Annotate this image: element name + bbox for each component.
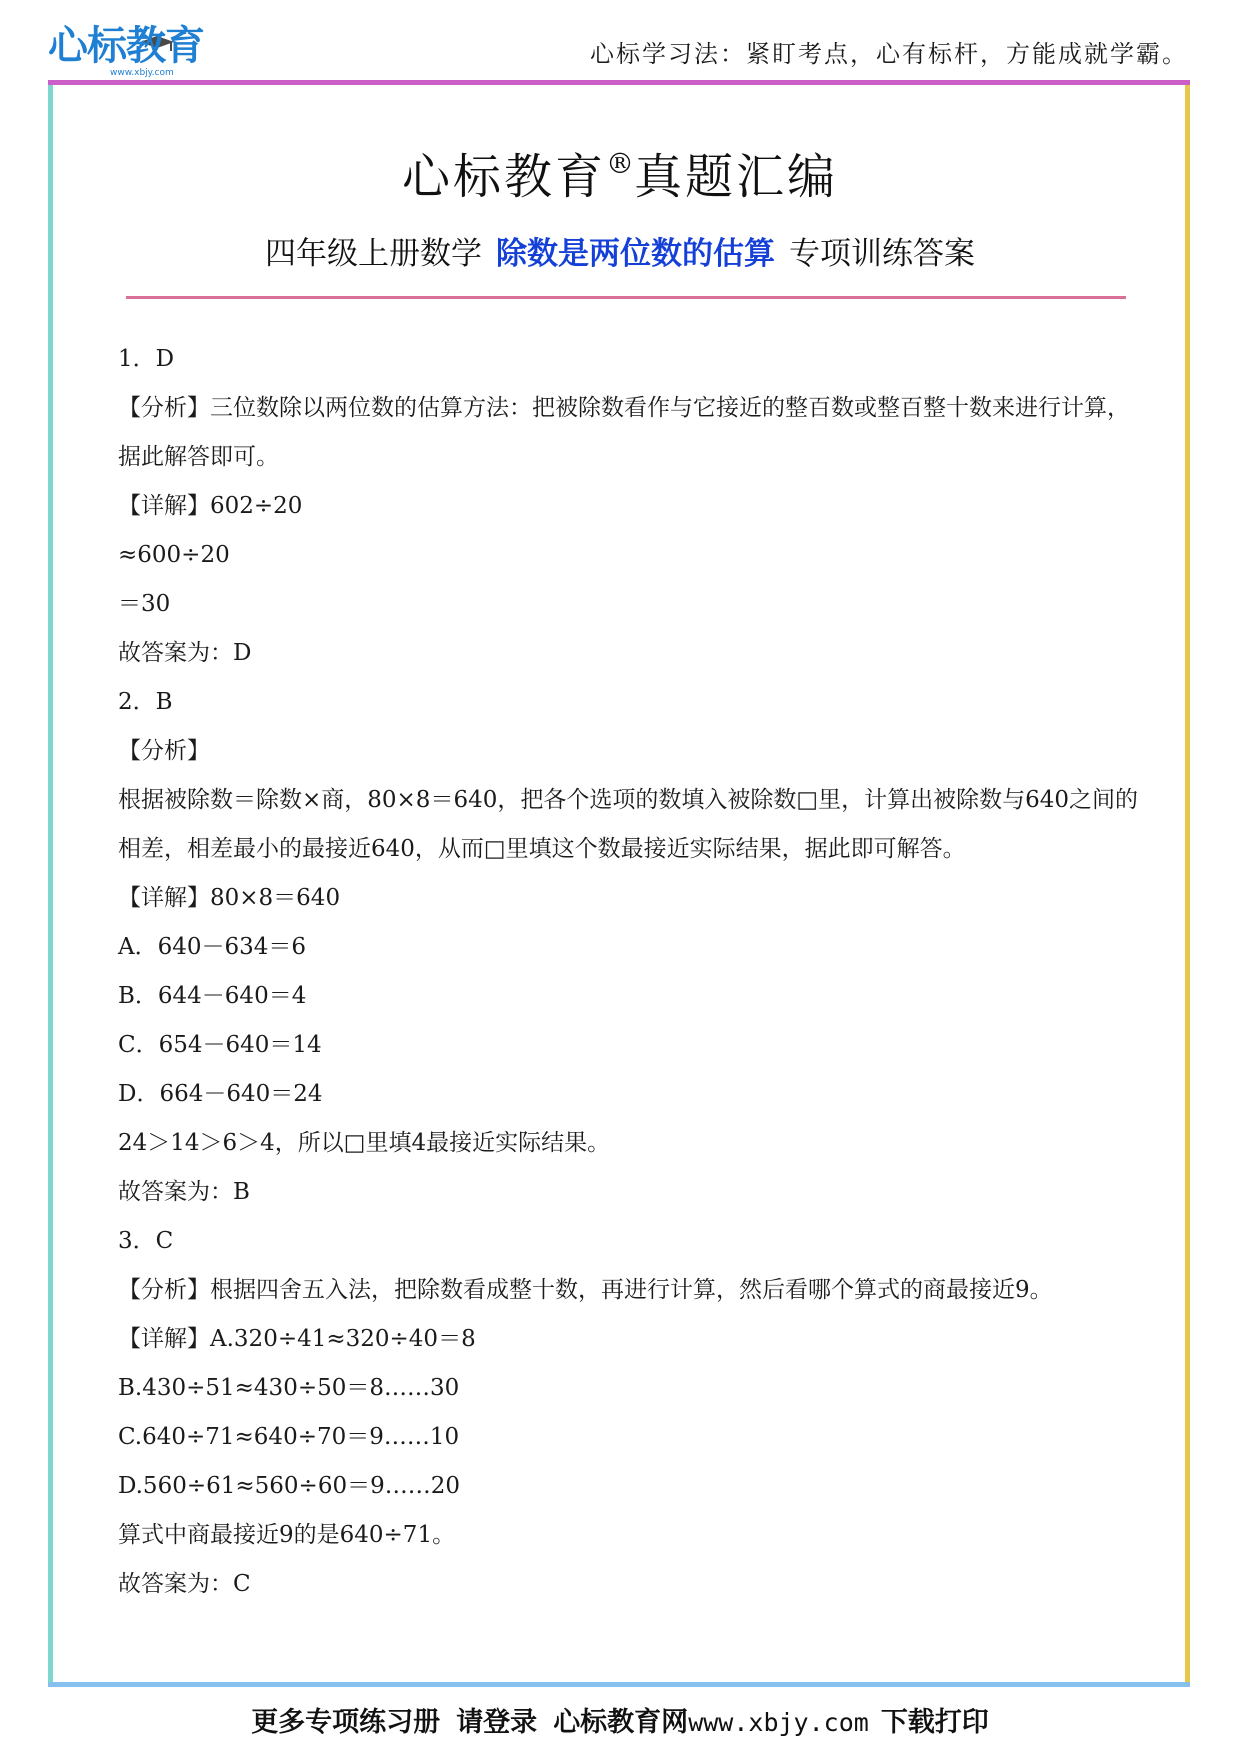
subtitle-topic: 除数是两位数的估算 bbox=[496, 236, 775, 272]
q1-analysis: 【分析】三位数除以两位数的估算方法：把被除数看作与它接近的整百数或整百整十数来进行计算，据此解答即可。 bbox=[118, 395, 1130, 470]
registered-mark: ® bbox=[606, 147, 634, 180]
right-border bbox=[1185, 85, 1190, 1683]
q1-conclusion: 故答案为：D bbox=[118, 640, 252, 666]
q3-answer: 3．C bbox=[118, 1228, 174, 1254]
q2-step: B．644－640＝4 bbox=[118, 983, 307, 1009]
q3-step: D.560÷61≈560÷60＝9……20 bbox=[118, 1473, 460, 1499]
q2-step: A．640－634＝6 bbox=[118, 934, 307, 960]
q3-step: 算式中商最接近9的是640÷71。 bbox=[118, 1522, 456, 1548]
q2-conclusion: 故答案为：B bbox=[118, 1179, 250, 1205]
q3-conclusion: 故答案为：C bbox=[118, 1571, 251, 1597]
logo-url: www.xbjy.com bbox=[110, 68, 174, 78]
q2-step: D．664－640＝24 bbox=[118, 1081, 323, 1107]
title-divider bbox=[126, 296, 1126, 299]
footer-text-2: 请登录 bbox=[456, 1707, 538, 1738]
page-subtitle bbox=[0, 228, 1240, 273]
title-rest: 真题汇编 bbox=[634, 149, 839, 205]
bottom-border bbox=[48, 1682, 1190, 1687]
footer bbox=[0, 1700, 1240, 1739]
q3-analysis: 【分析】根据四舍五入法，把除数看成整十数，再进行计算，然后看哪个算式的商最接近9。 bbox=[118, 1277, 1053, 1303]
q2-detail: 【详解】80×8＝640 bbox=[118, 885, 341, 911]
header-slogan: 心标学习法：紧盯考点，心有标杆，方能成就学霸。 bbox=[590, 40, 1188, 68]
subtitle-prefix: 四年级上册数学 bbox=[265, 236, 482, 272]
top-border bbox=[48, 80, 1190, 85]
answer-content bbox=[118, 335, 1138, 1609]
q3-step: B.430÷51≈430÷50＝8……30 bbox=[118, 1375, 460, 1401]
q2-answer: 2．B bbox=[118, 689, 173, 715]
footer-text-1: 更多专项练习册 bbox=[251, 1707, 441, 1738]
q2-analysis-label: 【分析】 bbox=[118, 738, 210, 764]
q3-step: C.640÷71≈640÷70＝9……10 bbox=[118, 1424, 460, 1450]
q1-step: ≈600÷20 bbox=[118, 542, 230, 568]
q1-step: ＝30 bbox=[118, 591, 171, 617]
left-border bbox=[48, 85, 53, 1683]
footer-site-name: 心标教育网 bbox=[553, 1707, 689, 1738]
q2-step: 24＞14＞6＞4，所以□里填4最接近实际结果。 bbox=[118, 1130, 611, 1156]
q1-detail: 【详解】602÷20 bbox=[118, 493, 303, 519]
logo bbox=[48, 22, 218, 82]
q2-step: C．654－640＝14 bbox=[118, 1032, 322, 1058]
logo-text: 心标教育 bbox=[48, 23, 204, 69]
q3-detail: 【详解】A.320÷41≈320÷40＝8 bbox=[118, 1326, 476, 1352]
q2-analysis: 根据被除数＝除数×商，80×8＝640，把各个选项的数填入被除数□里，计算出被除数与640之间的相差，相差最小的最接近640，从而□里填这个数最接近实际结果，据此即可解答。 bbox=[118, 787, 1138, 862]
footer-text-4: 下载打印 bbox=[880, 1707, 989, 1738]
title-main: 心标教育 bbox=[401, 149, 606, 205]
footer-url: www.xbjy.com bbox=[688, 1708, 869, 1737]
page-title bbox=[0, 138, 1240, 207]
subtitle-suffix: 专项训练答案 bbox=[789, 236, 975, 272]
q1-answer: 1．D bbox=[118, 346, 175, 372]
